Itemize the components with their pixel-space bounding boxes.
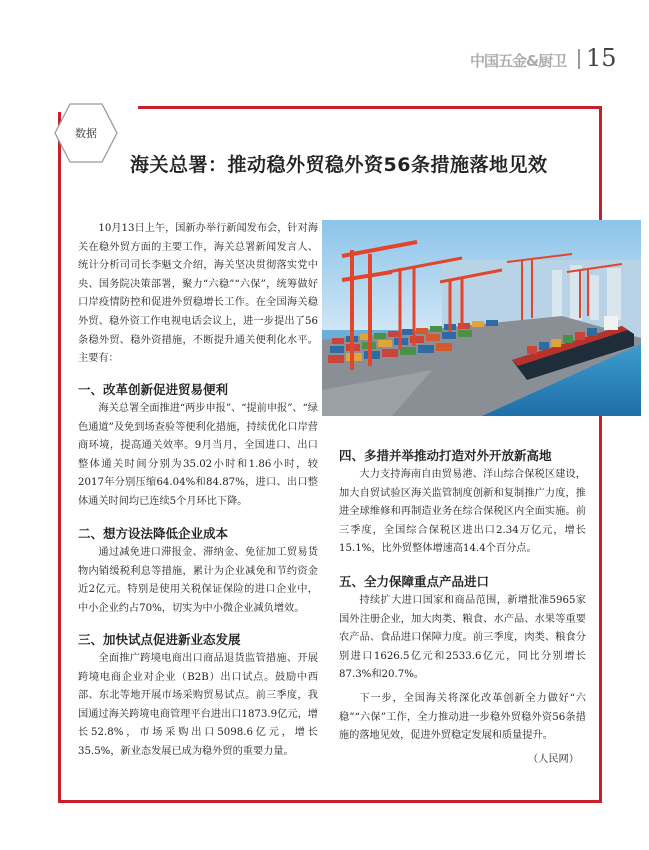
magazine-brand: 中国五金&厨卫 xyxy=(470,52,567,70)
intro-paragraph xyxy=(78,220,318,369)
section-4-heading: 四、多措并举推动打造对外开放新高地 xyxy=(339,448,552,463)
category-label: 数据 xyxy=(75,127,97,140)
section-2-body xyxy=(78,544,318,618)
section-5-text: 持续扩大进口国家和商品范围，新增批准5965家国外注册企业，加大肉类、粮食、水产品、水果等重要农产品、食品进口保障力度。前三季度，肉类、粮食分别进口1626.5亿元和2533.6亿元，同比分别增长87.3%和20.7%。 xyxy=(339,595,586,681)
page-number: 15 xyxy=(586,44,617,72)
section-1-text: 海关总署全面推进“两步申报”、“提前申报”、“绿色通道”及免到场查验等便利化措施，持续优化口岸营商环境，提高通关效率。9月当月，全国进口、出口整体通关时间分别为35.02小时和1.86小时，较2017年分别压缩64.04%和84.87%，进口、出口整体通关时间均已连续5个月环比下降。 xyxy=(78,403,318,507)
section-1-heading: 一、改革创新促进贸易便利 xyxy=(78,382,229,397)
section-1-body xyxy=(78,400,318,512)
section-5-heading: 五、全力保障重点产品进口 xyxy=(339,574,490,589)
section-2-text: 通过减免进口滞报金、滞纳金、免征加工贸易货物内销缓税利息等措施，累计为企业减免和节约资金近2亿元。特别是使用关税保证保险的进口企业中，中小企业约占70%，切实为中小微企业减负增效。 xyxy=(78,547,318,614)
closing-paragraph xyxy=(339,690,586,746)
section-4-body xyxy=(339,466,586,559)
closing-text: 下一步，全国海关将深化改革创新全力做好“六稳”“六保”工作，全力推动进一步稳外贸稳外资56条措施的落地见效，促进外贸稳定发展和质量提升。 xyxy=(339,693,586,742)
source-credit: （人民网） xyxy=(528,754,579,765)
header-divider xyxy=(578,49,580,69)
section-5-body xyxy=(339,592,586,685)
section-4-text: 大力支持海南自由贸易港、洋山综合保税区建设，加大自贸试验区海关监管制度创新和复制推广力度，推进全球维修和再制造业务在综合保税区内全面实施。前三季度，全国综合保税区进出口2.34万亿元，增长15.1%，比外贸整体增速高14.4个百分点。 xyxy=(339,469,586,555)
category-hexagon xyxy=(53,102,119,164)
section-3-heading: 三、加快试点促进新业态发展 xyxy=(78,632,241,647)
section-3-text: 全面推广跨境电商出口商品退货监管措施、开展跨境电商企业对企业（B2B）出口试点。鼓励中西部、东北等地开展市场采购贸易试点。前三季度，我国通过海关跨境电商管理平台进出口1873.9亿元，增长52.8%，市场采购出口5098.6亿元，增长35.5%，新业态发展已成为稳外贸的重要力量。 xyxy=(78,653,318,757)
article-title: 海关总署：推动稳外贸稳外资56条措施落地见效 xyxy=(130,154,548,176)
port-photo xyxy=(322,220,641,416)
section-2-heading: 二、想方设法降低企业成本 xyxy=(78,526,229,541)
section-3-body xyxy=(78,650,318,762)
container-port-image xyxy=(322,220,641,416)
intro-text: 10月13日上午，国新办举行新闻发布会，针对海关在稳外贸方面的主要工作，海关总署新闻发言人、统计分析司司长李魁文介绍，海关坚决贯彻落实党中央、国务院决策部署，聚力“六稳”“六保”，统筹做好口岸疫情防控和促进外贸稳增长工作。在全国海关稳外贸、稳外资工作电视电话会议上，进一步提出了56条稳外贸、稳外资措施，不断提升通关便利化水平。主要有： xyxy=(78,223,318,365)
